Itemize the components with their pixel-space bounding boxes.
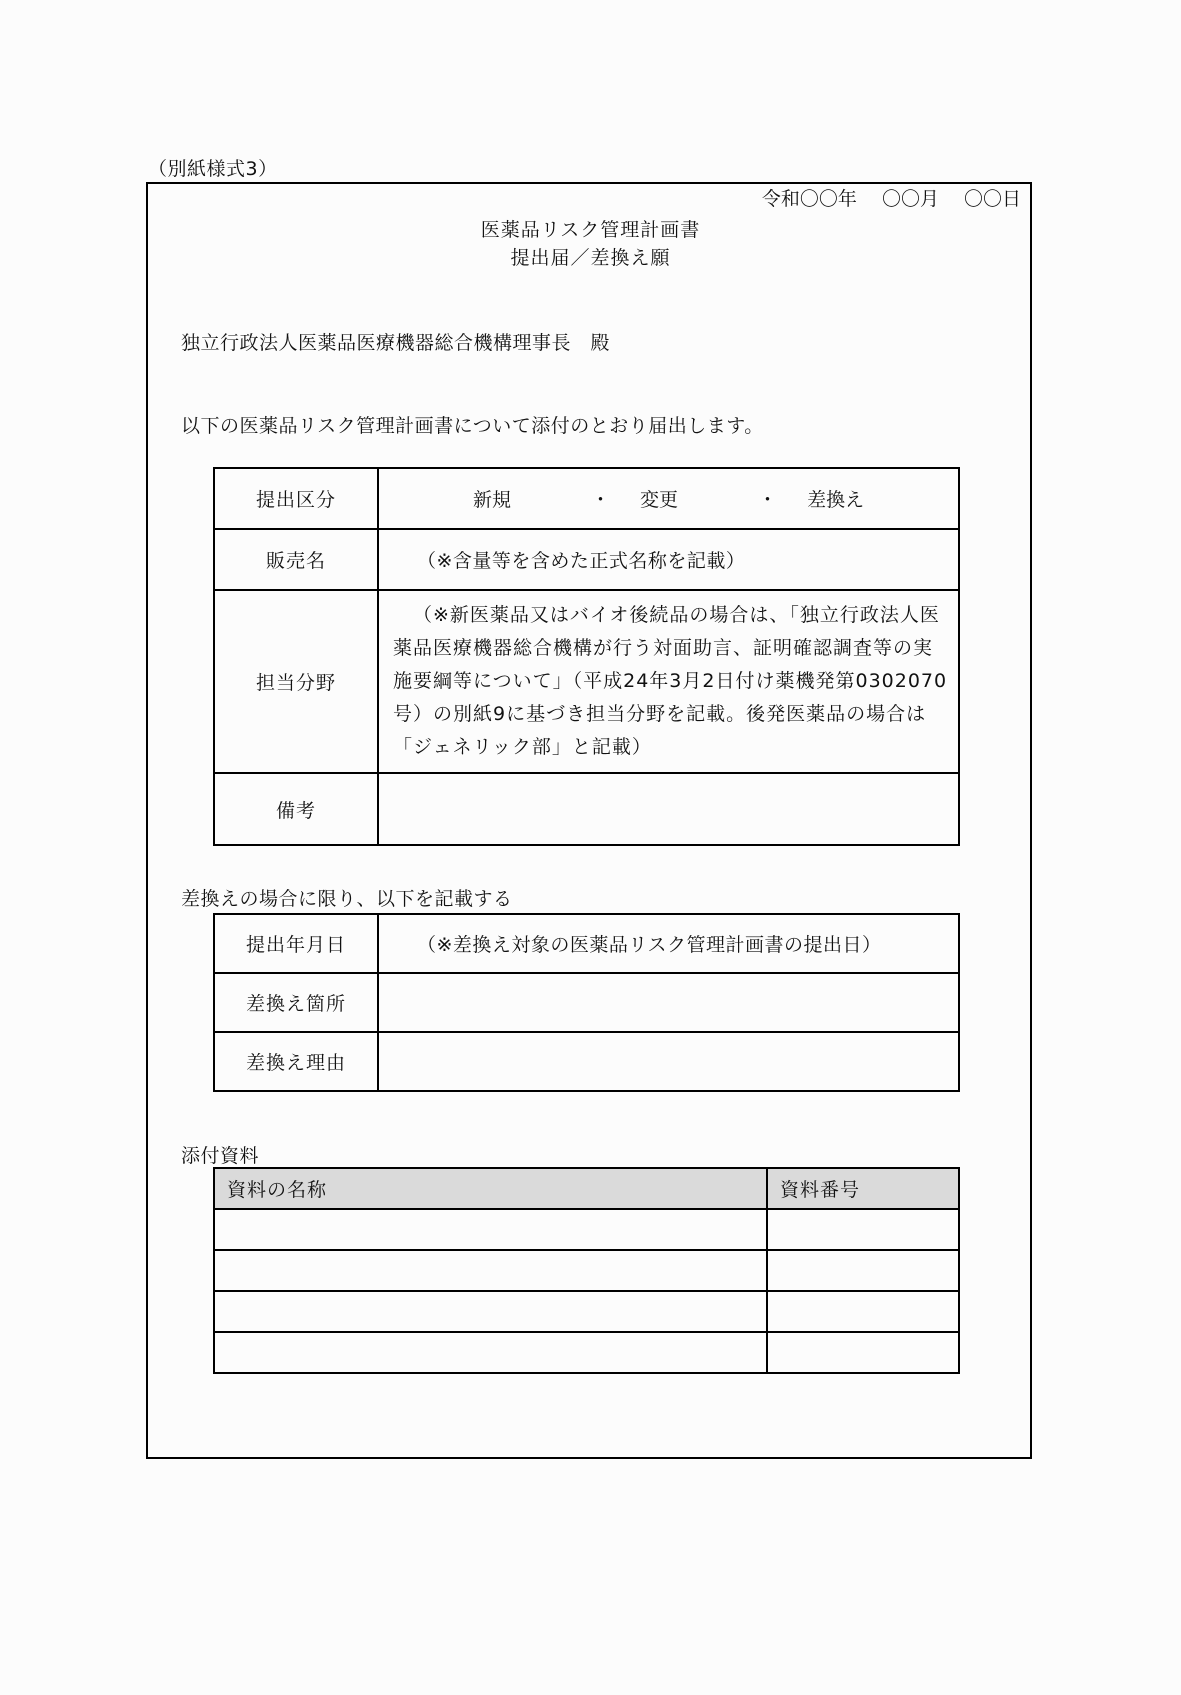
column-header-number: 資料番号 bbox=[767, 1168, 959, 1209]
addressee: 独立行政法人医薬品医療機器総合機構理事長 殿 bbox=[181, 332, 611, 354]
row-label: 差換え理由 bbox=[214, 1032, 378, 1091]
replacement-location-field[interactable] bbox=[378, 973, 959, 1032]
table-row bbox=[214, 914, 959, 973]
submission-date: 令和〇〇年 〇〇月 〇〇日 bbox=[761, 188, 1021, 210]
product-name-field[interactable]: （※含量等を含めた正式名称を記載） bbox=[378, 529, 959, 590]
attachment-name-cell[interactable] bbox=[214, 1209, 767, 1250]
document-title: 医薬品リスク管理計画書 bbox=[480, 219, 701, 241]
table-row bbox=[214, 1332, 959, 1373]
table-row bbox=[214, 1032, 959, 1091]
submission-date-field[interactable]: （※差換え対象の医薬品リスク管理計画書の提出日） bbox=[378, 914, 959, 973]
row-label: 提出区分 bbox=[214, 468, 378, 529]
replacement-reason-field[interactable] bbox=[378, 1032, 959, 1091]
attachment-number-cell[interactable] bbox=[767, 1332, 959, 1373]
table-row bbox=[214, 590, 959, 773]
attachment-number-cell[interactable] bbox=[767, 1291, 959, 1332]
table-row bbox=[214, 468, 959, 529]
table-row bbox=[214, 973, 959, 1032]
replacement-table bbox=[213, 913, 960, 1092]
submission-type-cell bbox=[378, 468, 959, 529]
attachments-heading: 添付資料 bbox=[181, 1145, 260, 1167]
row-label: 提出年月日 bbox=[214, 914, 378, 973]
replacement-section-heading: 差換えの場合に限り、以下を記載する bbox=[181, 888, 513, 910]
table-header-row bbox=[214, 1168, 959, 1209]
row-label: 担当分野 bbox=[214, 590, 378, 773]
column-header-name: 資料の名称 bbox=[214, 1168, 767, 1209]
table-row bbox=[214, 529, 959, 590]
row-label: 販売名 bbox=[214, 529, 378, 590]
table-row bbox=[214, 1291, 959, 1332]
attachment-name-cell[interactable] bbox=[214, 1291, 767, 1332]
row-label: 差換え箇所 bbox=[214, 973, 378, 1032]
attachment-name-cell[interactable] bbox=[214, 1250, 767, 1291]
row-label: 備考 bbox=[214, 773, 378, 845]
separator-dot: ・ bbox=[758, 489, 778, 511]
intro-text: 以下の医薬品リスク管理計画書について添付のとおり届出します。 bbox=[181, 415, 764, 437]
attachment-number-cell[interactable] bbox=[767, 1209, 959, 1250]
attachment-number-cell[interactable] bbox=[767, 1250, 959, 1291]
remarks-field[interactable] bbox=[378, 773, 959, 845]
attachment-name-cell[interactable] bbox=[214, 1332, 767, 1373]
responsible-field-field[interactable]: （※新医薬品又はバイオ後続品の場合は、「独立行政法人医薬品医療機器総合機構が行う対面助言、証明確認調査等の実施要綱等について」（平成24年3月2日付け薬機発第0302070号）の別紙9に基づき担当分野を記載。後発医薬品の場合は「ジェネリック部」と記載） bbox=[378, 590, 959, 773]
option-new[interactable]: 新規 bbox=[473, 489, 512, 511]
table-row bbox=[214, 773, 959, 845]
option-replace[interactable]: 差換え bbox=[807, 489, 865, 511]
separator-dot: ・ bbox=[591, 489, 611, 511]
option-change[interactable]: 変更 bbox=[640, 489, 679, 511]
attachments-table bbox=[213, 1167, 960, 1374]
table-row bbox=[214, 1209, 959, 1250]
form-label: （別紙様式3） bbox=[148, 158, 278, 180]
table-row bbox=[214, 1250, 959, 1291]
document-subtitle: 提出届／差換え願 bbox=[510, 247, 671, 269]
main-info-table bbox=[213, 467, 960, 846]
